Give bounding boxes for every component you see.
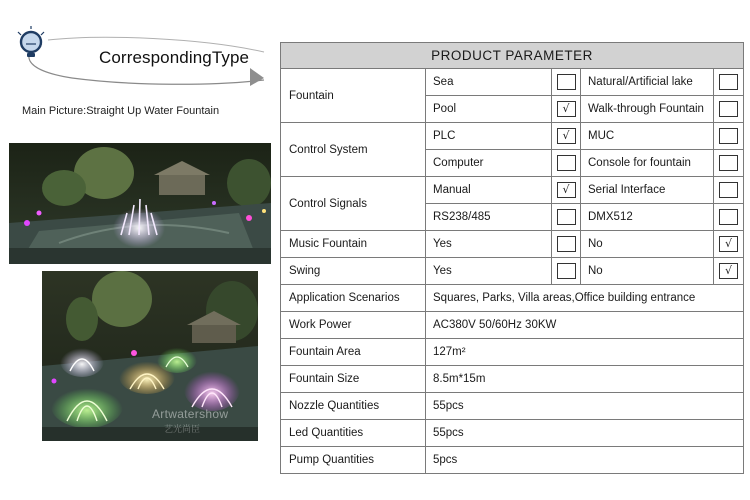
option-checkbox-cell (714, 204, 744, 231)
spec-label: Fountain Area (281, 339, 426, 366)
option-checkbox[interactable]: √ (719, 236, 738, 252)
option-label: DMX512 (581, 204, 714, 231)
spec-value: 127m² (426, 339, 744, 366)
option-checkbox[interactable] (719, 182, 738, 198)
option-label: Walk-through Fountain (581, 96, 714, 123)
group-label: Music Fountain (281, 231, 426, 258)
spec-row (281, 420, 744, 447)
option-checkbox-cell (714, 231, 744, 258)
option-checkbox-cell (714, 96, 744, 123)
option-checkbox[interactable] (557, 263, 576, 279)
table-header-row (281, 43, 744, 69)
option-row (281, 69, 744, 96)
left-panel (0, 0, 275, 500)
group-label: Control Signals (281, 177, 426, 231)
group-label: Control System (281, 123, 426, 177)
spec-row (281, 393, 744, 420)
option-row (281, 177, 744, 204)
option-label: Yes (426, 258, 552, 285)
option-checkbox[interactable] (557, 74, 576, 90)
option-checkbox[interactable]: √ (557, 128, 576, 144)
option-checkbox-cell (552, 96, 581, 123)
option-label: MUC (581, 123, 714, 150)
option-label: No (581, 258, 714, 285)
option-label: RS238/485 (426, 204, 552, 231)
spec-row (281, 312, 744, 339)
option-label: Natural/Artificial lake (581, 69, 714, 96)
option-checkbox[interactable] (557, 209, 576, 225)
option-checkbox[interactable]: √ (557, 101, 576, 117)
spec-label: Led Quantities (281, 420, 426, 447)
option-checkbox-cell (552, 204, 581, 231)
fountain-photo-2 (42, 271, 258, 441)
spec-value: 55pcs (426, 393, 744, 420)
option-checkbox[interactable] (719, 155, 738, 171)
spec-row (281, 447, 744, 474)
option-checkbox-cell (714, 150, 744, 177)
spec-label: Work Power (281, 312, 426, 339)
spec-row (281, 285, 744, 312)
option-label: Manual (426, 177, 552, 204)
option-checkbox-cell (552, 231, 581, 258)
option-checkbox[interactable] (557, 236, 576, 252)
option-checkbox[interactable]: √ (719, 263, 738, 279)
spec-label: Nozzle Quantities (281, 393, 426, 420)
option-checkbox[interactable] (719, 101, 738, 117)
spec-label: Application Scenarios (281, 285, 426, 312)
option-checkbox-cell (714, 258, 744, 285)
option-checkbox-cell (552, 150, 581, 177)
option-label: Pool (426, 96, 552, 123)
option-label: Computer (426, 150, 552, 177)
option-checkbox[interactable] (557, 155, 576, 171)
spec-row (281, 339, 744, 366)
spec-label: Pump Quantities (281, 447, 426, 474)
option-label: No (581, 231, 714, 258)
option-checkbox-cell (552, 123, 581, 150)
spec-value: 5pcs (426, 447, 744, 474)
group-label: Fountain (281, 69, 426, 123)
option-checkbox-cell (714, 69, 744, 96)
table-header: PRODUCT PARAMETER (281, 43, 744, 69)
product-parameter-table (280, 42, 744, 474)
option-label: Yes (426, 231, 552, 258)
spec-value: 8.5m*15m (426, 366, 744, 393)
spec-row (281, 366, 744, 393)
option-checkbox-cell (552, 177, 581, 204)
option-checkbox[interactable] (719, 209, 738, 225)
option-label: Sea (426, 69, 552, 96)
spec-value: 55pcs (426, 420, 744, 447)
option-label: PLC (426, 123, 552, 150)
option-label: Serial Interface (581, 177, 714, 204)
lightbulb-icon (14, 26, 48, 60)
spec-value: Squares, Parks, Villa areas,Office building entrance (426, 285, 744, 312)
option-checkbox[interactable] (719, 74, 738, 90)
option-checkbox[interactable]: √ (557, 182, 576, 198)
option-row (281, 123, 744, 150)
option-checkbox-cell (714, 177, 744, 204)
watermark-subtext: 艺光尚臣 (164, 424, 201, 434)
option-checkbox-cell (714, 123, 744, 150)
group-label: Swing (281, 258, 426, 285)
spec-label: Fountain Size (281, 366, 426, 393)
watermark-text: Artwatershow (152, 407, 229, 421)
option-checkbox[interactable] (719, 128, 738, 144)
option-checkbox-cell (552, 69, 581, 96)
fountain-photo-1 (9, 143, 271, 264)
option-label: Console for fountain (581, 150, 714, 177)
corresponding-type-title: CorrespondingType (99, 48, 250, 67)
option-checkbox-cell (552, 258, 581, 285)
option-row (281, 258, 744, 285)
main-picture-caption: Main Picture:Straight Up Water Fountain (22, 105, 220, 117)
option-row (281, 231, 744, 258)
spec-value: AC380V 50/60Hz 30KW (426, 312, 744, 339)
